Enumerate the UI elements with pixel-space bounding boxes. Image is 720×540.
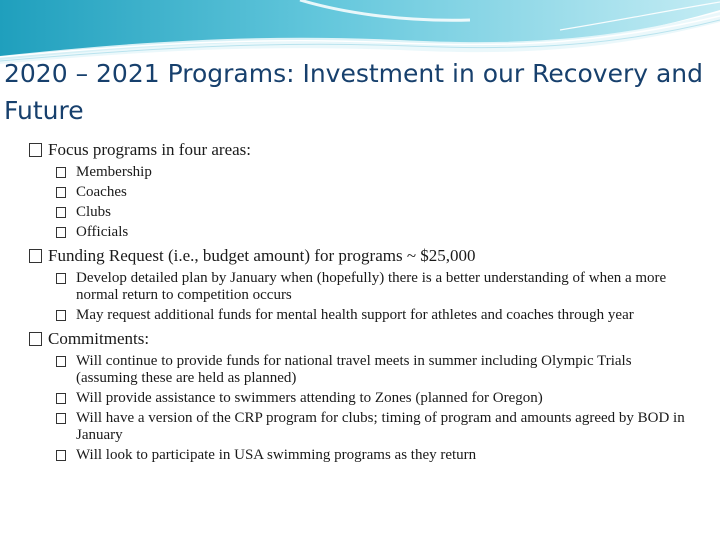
sub-bullet-text: Will have a version of the CRP program for clubs; timing of program and amounts agreed by BOD in January bbox=[76, 410, 685, 443]
sub-bullet-text: Membership bbox=[76, 164, 152, 180]
sub-bullet bbox=[28, 204, 688, 221]
sub-bullet bbox=[28, 447, 688, 464]
sub-bullet bbox=[28, 184, 688, 201]
sub-bullet-text: Clubs bbox=[76, 204, 112, 220]
sub-bullet-text: Coaches bbox=[76, 184, 127, 200]
sub-bullet-text: May request additional funds for mental health support for athletes and coaches through year bbox=[76, 307, 634, 323]
sub-bullet bbox=[28, 353, 688, 387]
sub-bullet bbox=[28, 224, 688, 241]
bullet-box-icon bbox=[56, 393, 66, 404]
bullet-text: Funding Request (i.e., budget amount) for programs ~ $25,000 bbox=[48, 246, 476, 265]
bullet-box-icon bbox=[56, 356, 66, 367]
sub-bullet bbox=[28, 307, 688, 324]
bullet-box-icon bbox=[56, 227, 66, 238]
sub-bullet bbox=[28, 270, 688, 304]
slide-title: 2020 – 2021 Programs: Investment in our Recovery and Future bbox=[4, 59, 704, 125]
bullet-box-icon bbox=[56, 310, 66, 321]
bullet-box-icon bbox=[56, 187, 66, 198]
bullet-focus-programs bbox=[28, 139, 688, 161]
sub-bullet bbox=[28, 164, 688, 181]
bullet-text: Commitments: bbox=[48, 329, 150, 348]
bullet-box-icon bbox=[29, 332, 42, 346]
bullet-box-icon bbox=[56, 167, 66, 178]
sub-bullet-text: Will look to participate in USA swimming programs as they return bbox=[76, 447, 477, 463]
bullet-box-icon bbox=[29, 249, 42, 263]
slide-body bbox=[28, 139, 688, 464]
bullet-box-icon bbox=[56, 273, 66, 284]
sub-bullet-text: Will provide assistance to swimmers attending to Zones (planned for Oregon) bbox=[76, 390, 543, 406]
sub-bullet bbox=[28, 390, 688, 407]
sub-bullet-text: Will continue to provide funds for national travel meets in summer including Olympic Trials (assuming these are held as planned) bbox=[76, 353, 632, 386]
sub-bullet-text: Officials bbox=[76, 224, 129, 240]
bullet-box-icon bbox=[56, 207, 66, 218]
bullet-box-icon bbox=[29, 143, 42, 157]
bullet-text: Focus programs in four areas: bbox=[48, 140, 252, 159]
bullet-commitments bbox=[28, 328, 688, 350]
sub-bullet bbox=[28, 410, 688, 444]
bullet-box-icon bbox=[56, 413, 66, 424]
sub-bullet-text: Develop detailed plan by January when (hopefully) there is a better understanding of when a more normal return to competition occurs bbox=[76, 270, 667, 303]
bullet-funding-request bbox=[28, 245, 688, 267]
bullet-box-icon bbox=[56, 450, 66, 461]
